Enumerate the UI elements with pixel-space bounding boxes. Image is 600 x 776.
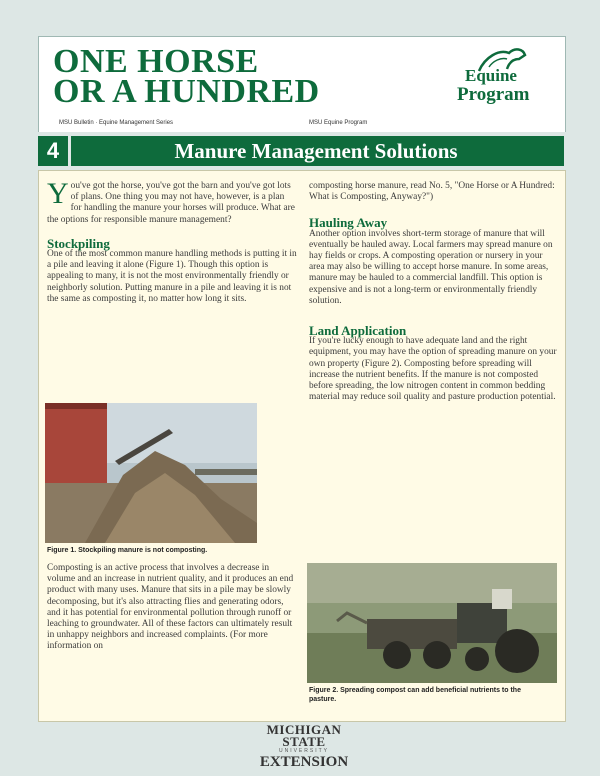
section-number: 4 [42, 139, 64, 163]
publication-info-bar [38, 118, 566, 132]
footer-line-3: EXTENSION [259, 754, 349, 770]
intro-text: ou've got the horse, you've got the barn and you've got lots of plans. One thing you may not have, however, is a plan for handling the manure your horses will produce. What are the options for responsible manure management? [47, 181, 295, 225]
figure-2-photo [307, 563, 557, 683]
section-title: Manure Management Solutions [174, 139, 458, 163]
title-line-1: ONE HORSE [53, 43, 259, 80]
heading-land-application: Land Application [309, 323, 407, 339]
section-number-box [38, 136, 71, 166]
stockpiling-text: One of the most common manure handling methods is putting it in a pile and leaving it alone (Figure 1). Though this option is appealing to many, it is not the most environmentally friendly or neighborly solution. Putting manure in a pile and leaving it is not the same as composting it, no matter how long it sits. [47, 249, 297, 304]
intro-paragraph [47, 177, 297, 226]
drop-cap: Y [47, 177, 69, 210]
title-line-2: OR A HUNDRED [53, 73, 320, 110]
figure-1-photo [45, 403, 257, 543]
composting-paragraph [47, 563, 297, 653]
right-column [309, 181, 557, 403]
msu-extension-logo [244, 724, 364, 768]
heading-hauling-away: Hauling Away [309, 215, 388, 231]
hauling-text: Another option involves short-term storage of manure that will eventually be hauled away. Local farmers may spread manure on hay fields or crops. A composting operation or nursery in your area may also be willing to accept horse manure. In some areas, manure may be hauled to a commercial landfill. This option is expensive and is not a long-term or environmentally friendly solution. [309, 228, 553, 306]
manure-pile-image [45, 403, 257, 543]
article-body [38, 170, 566, 722]
section-title-bar [38, 136, 564, 166]
composting-text: Composting is an active process that involves a decrease in volume and an increase in nutrient quality, and it produces an end product with many uses. Manure that sits in a pile may be slowly decomposing, but it's also attracting flies and generating odors, and it has potential for environmental pollution through runoff or leaching to groundwater. All of these factors can ultimately result in unhappy neighbors and increased complaints. (For more information on [47, 563, 294, 652]
figure-2-caption: Figure 2. Spreading compost can add beneficial nutrients to the pasture. [309, 687, 521, 703]
left-column [47, 177, 297, 305]
footer-line-2: UNIVERSITY [278, 748, 329, 754]
publication-info-right: MSU Equine Program [309, 120, 368, 126]
figure-1-caption: Figure 1. Stockpiling manure is not composting. [47, 547, 208, 554]
tractor-spreader-image [307, 563, 557, 683]
publication-info-left: MSU Bulletin · Equine Management Series [59, 120, 174, 126]
logo-text-program: Program [457, 84, 530, 105]
logo-text-equine: Equine [465, 66, 517, 85]
heading-stockpiling: Stockpiling [47, 235, 110, 251]
continued-text: composting horse manure, read No. 5, "One Horse or A Hundred: What is Composting, Anyway?") [309, 181, 555, 203]
equine-program-logo [449, 41, 557, 119]
land-application-text: If you're lucky enough to have adequate land and the right equipment, you may have the option of spreading manure on your own property (Figure 2). Composting before spreading will increase the nutrient benefits. If the manure is not composted before spreading, the low nitrogen content in common bedding material may reduce soil quality and pasture production potential. [309, 336, 557, 403]
footer-line-1: MICHIGAN STATE [266, 722, 342, 749]
masthead [38, 36, 566, 126]
